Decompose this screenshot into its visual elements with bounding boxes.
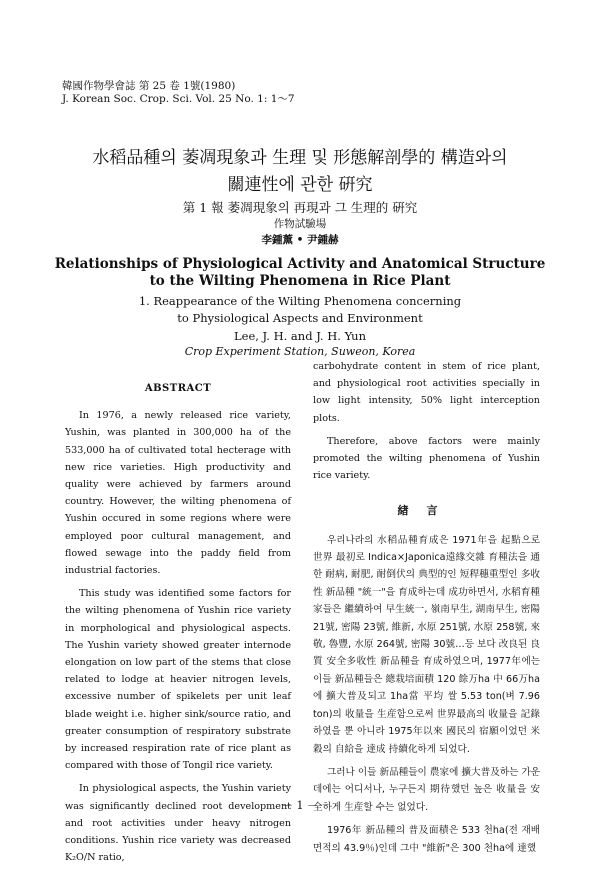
abstract-paragraph-2: This study was identified some factors for the wilting phenomena of Yushin rice variety in morphological and physiological aspects. The Yushin variety showed greater internode elongation on low part of the stems that close related to lodge at heavier nitrogen levels, excessive number of spikelets per unit leaf blade weight i.e. higher sink/source ratio, and greater consumption of respiratory substrate by increased respiration rate of rice plant as compared with those of Tongil rice variety. <box>65 588 291 772</box>
abstract-paragraph-5: Therefore, above factors were mainly promoted the wilting phenomena of Yushin rice variety. <box>313 435 540 482</box>
page-number: － 1 － <box>282 799 318 812</box>
abstract-heading: ABSTRACT <box>144 383 212 394</box>
korean-title-line-2: 關連性에 관한 硏究 <box>227 175 373 195</box>
korean-title-line-1: 水稻品種의 萎凋現象과 生理 및 形態解剖學的 構造와의 <box>92 148 508 168</box>
korean-authors: 李鍾薰 • 尹鍾赫 <box>261 234 339 246</box>
english-title-line-2: to the Wilting Phenomena in Rice Plant <box>149 273 451 289</box>
english-institution: Crop Experiment Station, Suweon, Korea <box>184 345 416 358</box>
english-subtitle-line-1: 1. Reappearance of the Wilting Phenomena concerning <box>138 294 462 308</box>
journal-citation-korean: 韓國作物學會誌 第 25 卷 1號(1980) <box>62 80 236 92</box>
abstract-paragraph-4: carbohydrate content in stem of rice plant, and physiological root activities specially in low light intensity, 50% light interception plots. <box>313 361 540 424</box>
english-subtitle-line-2: to Physiological Aspects and Environment <box>177 311 423 325</box>
introduction-heading: 緖言 <box>397 504 456 518</box>
korean-institution: 作物試驗場 <box>273 218 327 230</box>
abstract-paragraph-3: In physiological aspects, the Yushin variety was significantly declined root development and root activities under heavy nitrogen conditions. Yushin rice variety was decreased K₂O/N ratio, <box>65 783 291 864</box>
journal-citation <box>62 80 295 106</box>
journal-citation-english: J. Korean Soc. Crop. Sci. Vol. 25 No. 1: 1～7 <box>62 93 295 105</box>
right-column <box>313 358 540 863</box>
korean-subtitle: 第 1 報 萎凋現象의 再現과 그 生理的 硏究 <box>182 200 418 215</box>
abstract-paragraph-1: In 1976, a newly released rice variety, Yushin, was planted in 300,000 ha of the 533,000 ha of cultivated total hecterage with new rice varieties. High productivity and quality were achieved by farmers around country. However, the wilting phenomena of Yushin occured in some regions where were employed poor cultural management, and flowed sewage into the paddy field from industrial factories. <box>65 410 291 577</box>
english-title-line-1: Relationships of Physiological Activity and Anatomical Structure <box>54 256 546 272</box>
introduction-paragraph-2: 그러나 이들 新品種들이 農家에 擴大普及하는 가운데에는 어디서나, 누구든지 期待했던 높은 收量을 安全하게 生産할 수는 없었다. <box>313 766 540 813</box>
english-authors: Lee, J. H. and J. H. Yun <box>234 329 366 343</box>
introduction-paragraph-3: 1976年 新品種의 普及面積은 533 천ha(전 재배면적의 43.9％)인데 그中 "維新"은 300 천ha에 達했 <box>313 825 540 854</box>
introduction-paragraph-1: 우리나라의 水稻品種育成은 1971年을 起點으로 世界 最初로 Indica×Japonica遠緣交雜 育種法을 通한 耐病, 耐肥, 耐倒伏의 典型的인 短稈穗重型인 多收性 新品種 "統一"을 育成하는데 成功하면서, 水稻育種家들은 繼續하여 早生統一, 嶺南早生, 湖南早生, 密陽 21號, 密陽 23號, 維新, 水原 251號, 水原 258號, 來敬, 魯豐, 水原 264號, 密陽 30號…등 보다 改良된 良質 安全多收性 新品種을 育成하였으며, 1977年에는 이들 新品種들은 總栽培面積 120 餘万ha 中 66万ha에 擴大普及되고 1ha當 平均 쌀 5.53 ton(벼 7.96 ton)의 收量을 生産함으로써 世界最高의 收量을 記錄하였을 뿐 아니라 1975年以來 國民의 宿願이었던 米穀의 自給을 達成 持續化하게 되었다. <box>313 534 540 755</box>
